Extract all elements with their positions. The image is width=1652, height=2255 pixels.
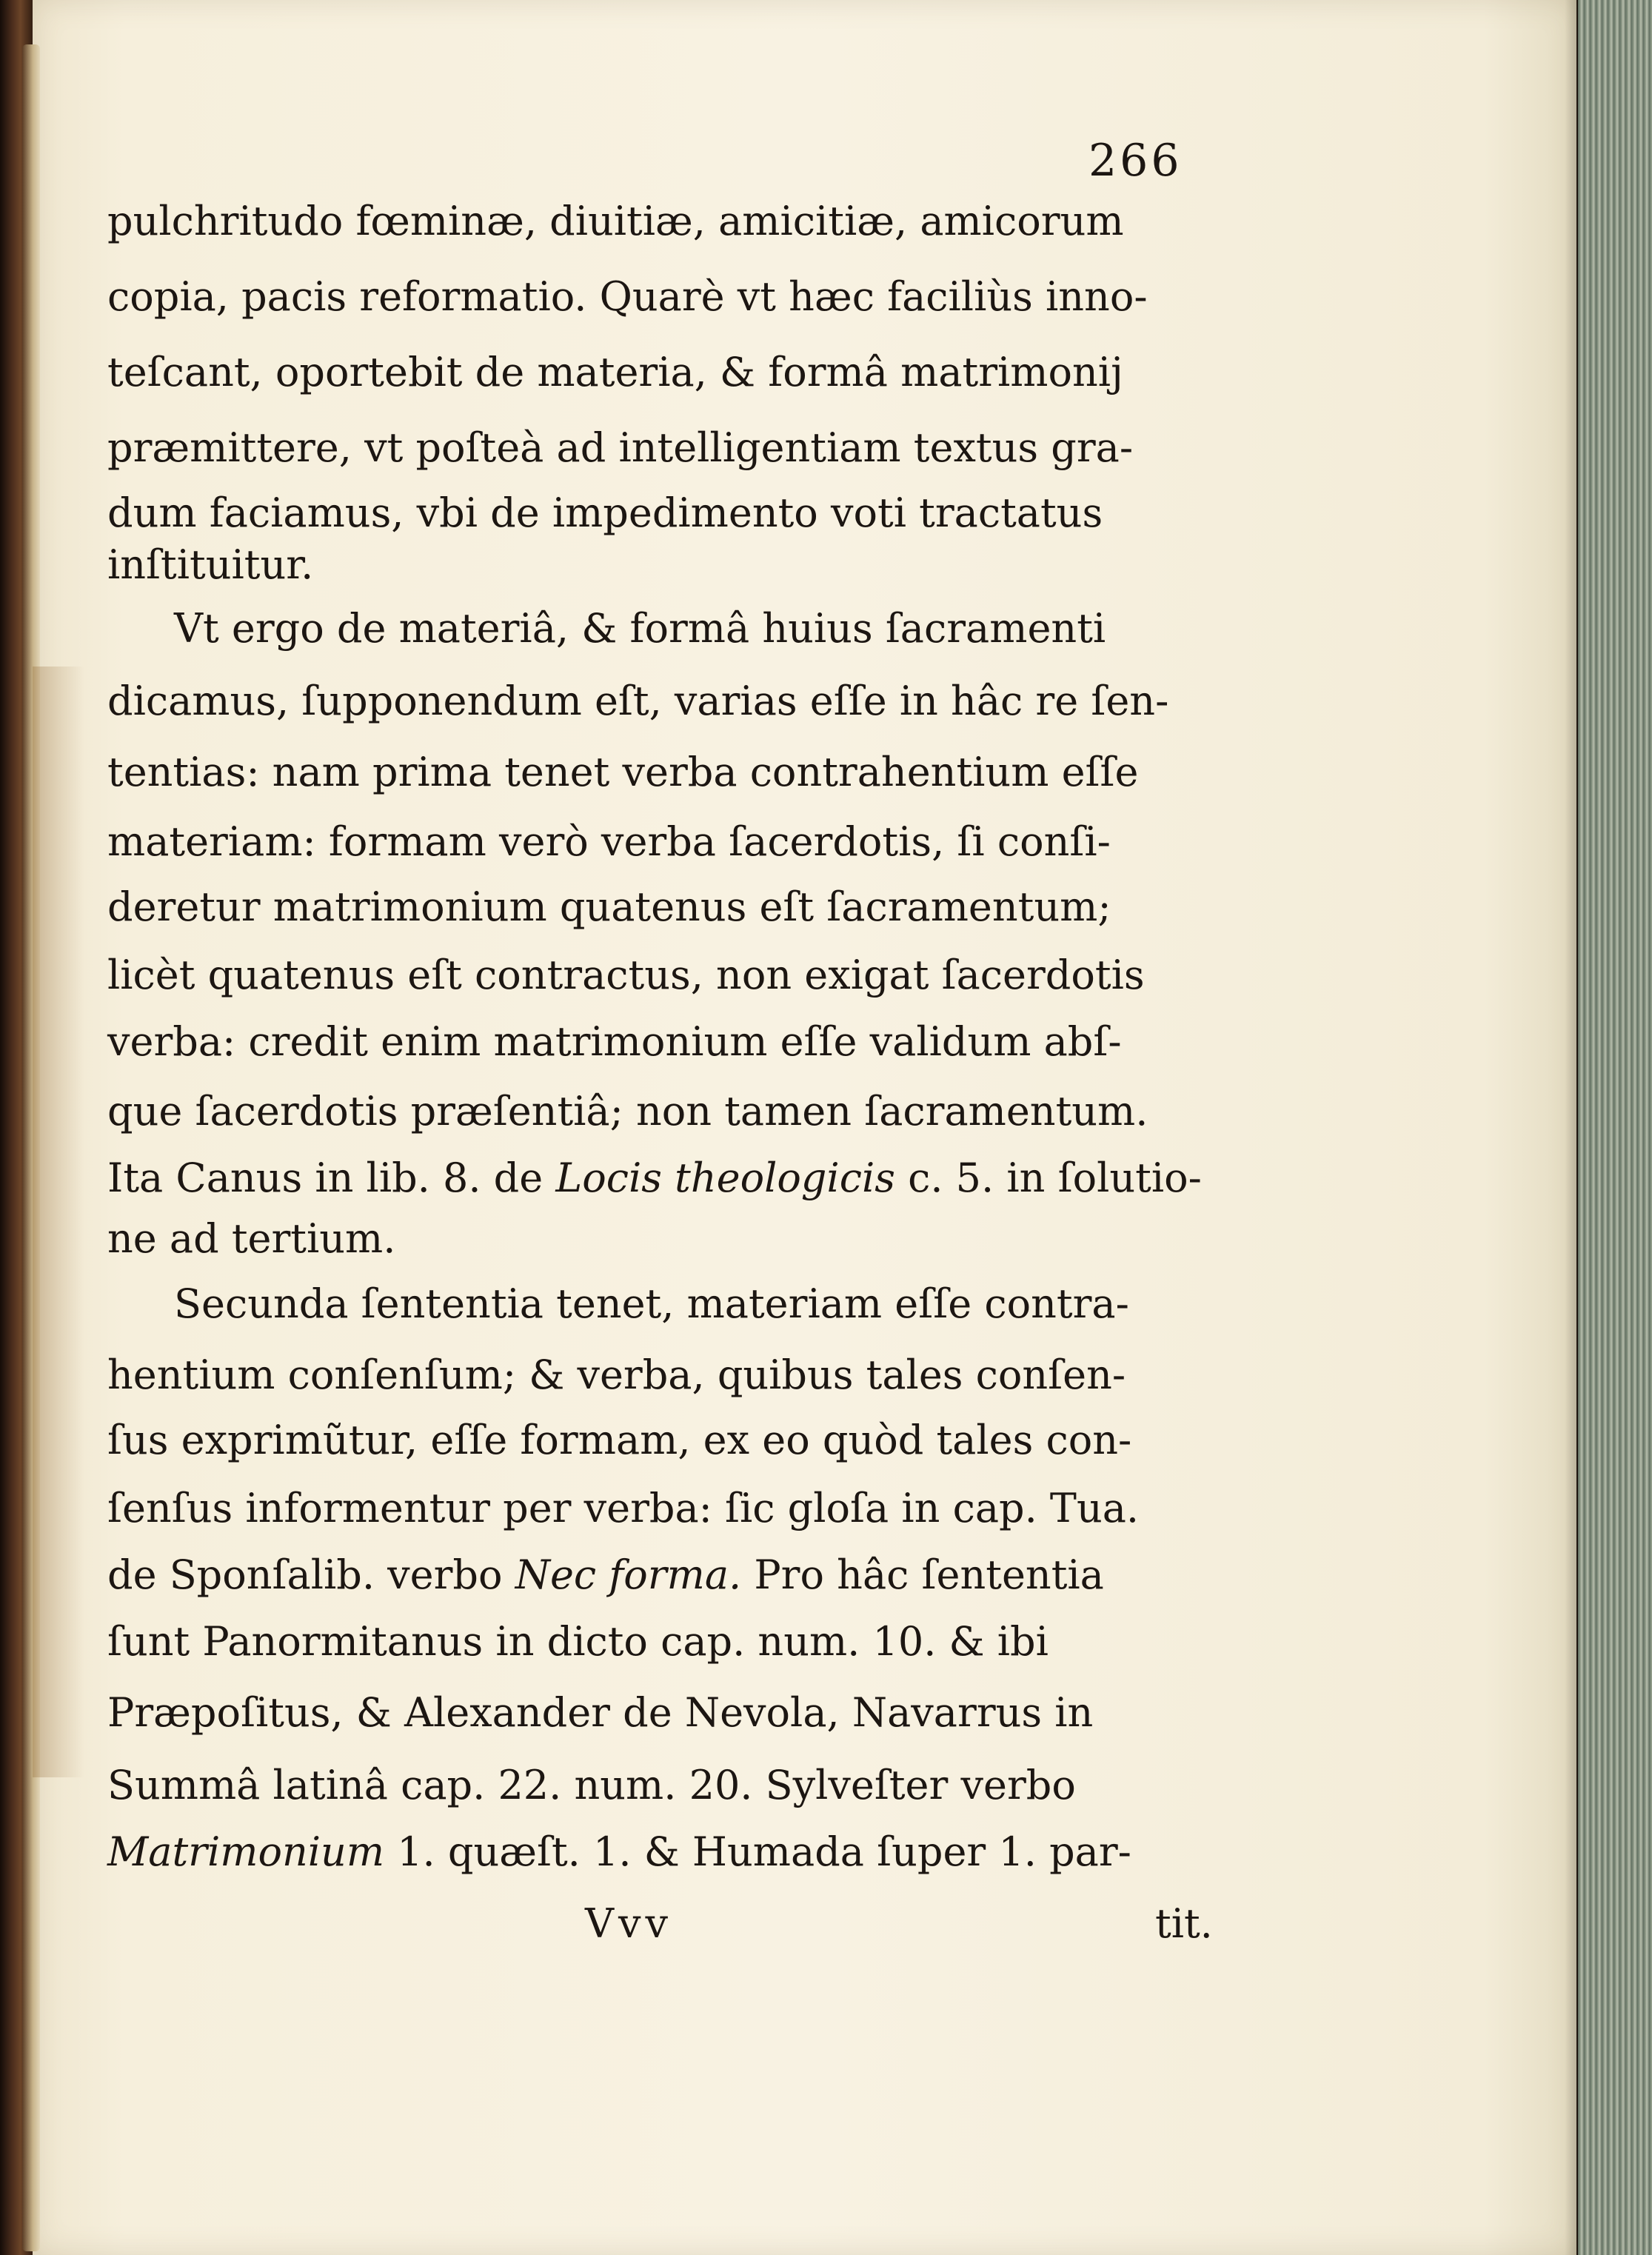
- text-line: Vt ergo de materiâ, & formâ huius ſacramenti: [174, 605, 1106, 652]
- text-line: teſcant, oportebit de materia, & formâ matrimonij: [107, 349, 1123, 395]
- text-line: que ſacerdotis præſentiâ; non tamen ſacramentum.: [107, 1088, 1148, 1135]
- text-line: dum faciamus, vbi de impedimento voti tractatus: [107, 490, 1103, 536]
- text-line-with-reference: [107, 1828, 1131, 1875]
- italic-reference: Nec forma.: [515, 1551, 742, 1598]
- catchword: tit.: [1155, 1900, 1213, 1947]
- text-line: ne ad tertium.: [107, 1215, 396, 1262]
- text-segment: c. 5. in ſolutio-: [894, 1155, 1202, 1201]
- signature-mark: Vvv: [585, 1900, 673, 1947]
- text-line: Præpoſitus, & Alexander de Nevola, Navarrus in: [107, 1689, 1094, 1736]
- text-line-with-reference: [107, 1551, 1104, 1598]
- text-segment: 1. quæſt. 1. & Humada ſuper 1. par-: [384, 1828, 1131, 1875]
- text-line: Summâ latinâ cap. 22. num. 20. Sylveſter verbo: [107, 1762, 1076, 1808]
- page-stain: [33, 667, 84, 1777]
- text-line: materiam: formam verò verba ſacerdotis, ſi conſi-: [107, 818, 1111, 865]
- text-line: deretur matrimonium quatenus eſt ſacramentum;: [107, 883, 1111, 930]
- text-line: copia, pacis reformatio. Quarè vt hæc faciliùs inno-: [107, 273, 1148, 320]
- text-line: inſtituitur.: [107, 541, 314, 588]
- text-line: tentias: nam prima tenet verba contrahentium eſſe: [107, 749, 1139, 795]
- italic-reference: Locis theologicis: [555, 1155, 895, 1201]
- text-line: pulchritudo fœminæ, diuitiæ, amicitiæ, amicorum: [107, 198, 1124, 244]
- page-number: 266: [1088, 135, 1183, 187]
- text-line: verba: credit enim matrimonium eſſe validum abſ-: [107, 1018, 1122, 1065]
- text-line-with-reference: [107, 1155, 1202, 1201]
- text-line: ſunt Panormitanus in dicto cap. num. 10. & ibi: [107, 1618, 1049, 1665]
- text-line: licèt quatenus eſt contractus, non exigat ſacerdotis: [107, 952, 1145, 998]
- text-line: Secunda ſententia tenet, materiam eſſe contra-: [174, 1280, 1129, 1327]
- text-line: dicamus, ſupponendum eſt, varias eſſe in hâc re ſen-: [107, 678, 1169, 724]
- text-segment: Ita Canus in lib. 8. de: [107, 1155, 556, 1201]
- text-line: præmittere, vt poſteà ad intelligentiam textus gra-: [107, 424, 1134, 471]
- italic-reference: Matrimonium: [107, 1828, 385, 1875]
- text-segment: de Sponſalib. verbo: [107, 1551, 515, 1598]
- page-block-edge: [1578, 0, 1652, 2255]
- text-line: hentium conſenſum; & verba, quibus tales conſen-: [107, 1352, 1126, 1398]
- text-line: ſenſus informentur per verba: ſic gloſa in cap. Tua.: [107, 1485, 1140, 1531]
- text-segment: Pro hâc ſententia: [741, 1551, 1104, 1598]
- text-line: ſus exprimũtur, eſſe formam, ex eo quòd tales con-: [107, 1417, 1132, 1463]
